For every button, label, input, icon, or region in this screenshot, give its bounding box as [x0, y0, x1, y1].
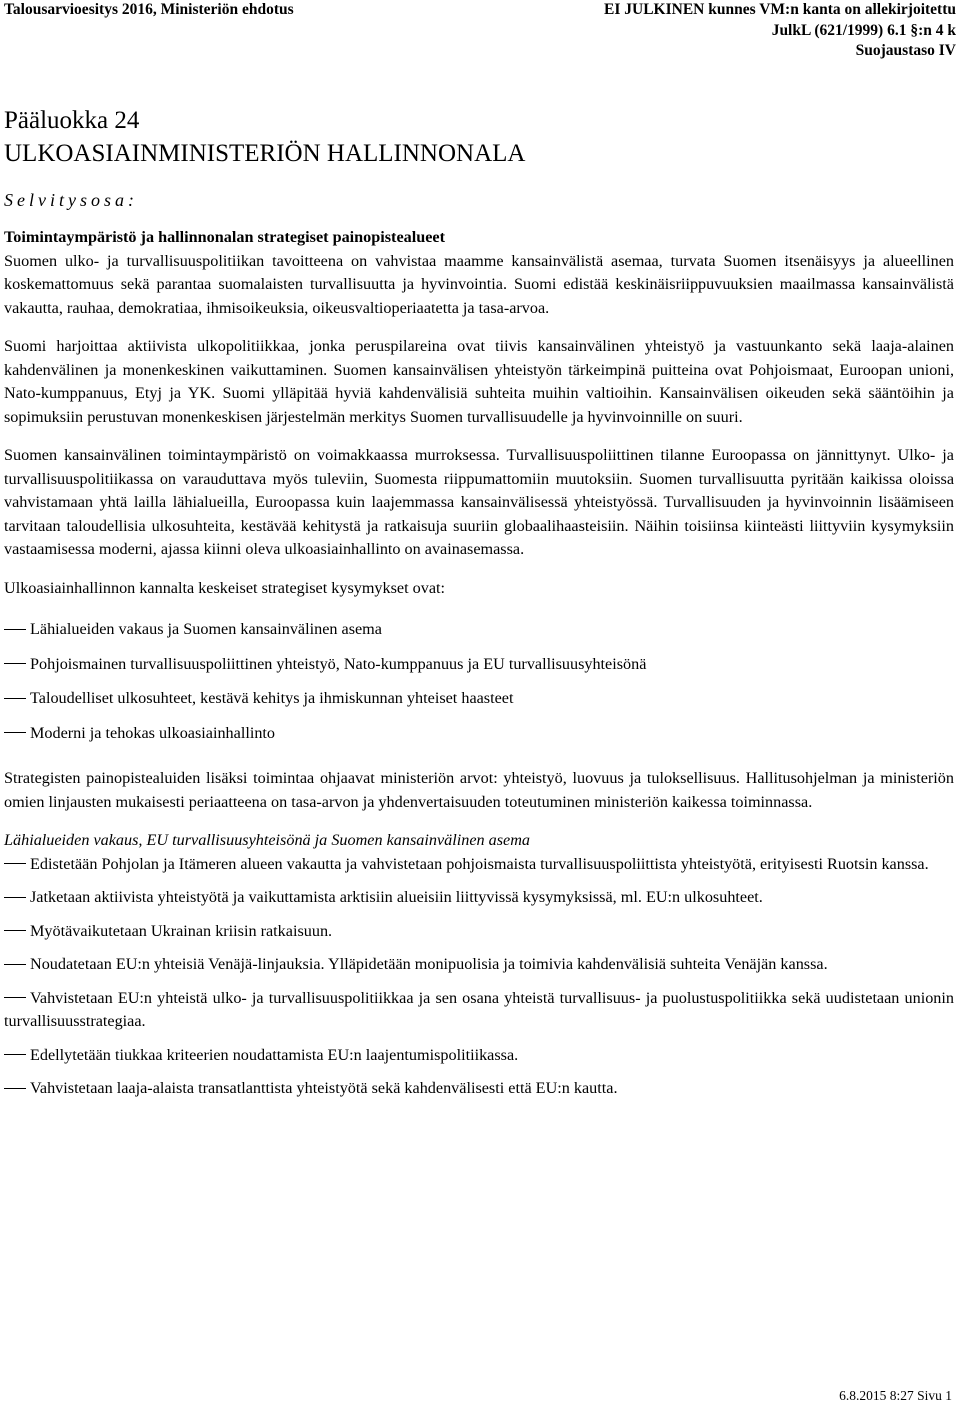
strategic-questions-list: [4, 618, 954, 745]
dash-bullet: [4, 1088, 26, 1089]
list-item: Vahvistetaan EU:n yhteistä ulko- ja turvallisuuspolitiikkaa ja sen osana yhteistä turvallisuus- ja puolustuspolitiikka sekä uudistetaan unionin turvallisuusstrategiaa.: [4, 988, 954, 1030]
dash-bullet: [4, 863, 26, 864]
title-main-class: Pääluokka 24: [4, 107, 140, 134]
dash-bullet: [4, 930, 26, 931]
document-body: [4, 226, 954, 1111]
list-item: Jatketaan aktiivista yhteistyötä ja vaikuttamista arktisiin alueisiin liittyvissä kysymyksissä, ml. EU:n ulkosuhteet.: [4, 886, 954, 910]
paragraph: Suomi harjoittaa aktiivista ulkopolitiikkaa, jonka peruspilareina ovat tiivis kansainvälinen yhteistyö ja vastuunkanto sekä laaja-alainen kahdenvälinen ja monenkeskinen vaikuttaminen. Suomen kansainvälisen yhteistyön tärkeimpinä puitteina ovat Pohjoismaat, Euroopan unioni, Nato-kumppanuus, Etyj ja YK. Suomi ylläpitää hyviä kahdenvälisiä suhteita muihin valtioihin. Kansainvälisen oikeuden sekä sääntöihin ja sopimuksiin perustuvan monenkeskisen järjestelmän merkitys Suomen turvallisuudelle ja hyvinvoinnille on suuri.: [4, 337, 954, 426]
dash-bullet: [4, 897, 26, 898]
header-right: [604, 0, 956, 62]
title-ministry: ULKOASIAINMINISTERIÖN HALLINNONALA: [4, 140, 526, 167]
dash-bullet: [4, 663, 26, 664]
list-item: Pohjoismainen turvallisuuspoliittinen yhteistyö, Nato-kumppanuus ja EU turvallisuusyhteisönä: [4, 653, 954, 677]
dash-bullet: [4, 629, 26, 630]
dash-bullet: [4, 1054, 26, 1055]
list-item: Myötävaikutetaan Ukrainan kriisin ratkaisuun.: [4, 920, 954, 944]
section-label: Selvitysosa:: [4, 190, 138, 210]
dash-bullet: [4, 732, 26, 733]
section-subheading: Toimintaympäristö ja hallinnonalan strategiset painopistealueet: [4, 228, 445, 246]
goals-heading: Lähialueiden vakaus, EU turvallisuusyhteisönä ja Suomen kansainvälinen asema: [4, 831, 531, 849]
header-right-line: Suojaustaso IV: [855, 42, 956, 59]
goals-list: [4, 853, 954, 1101]
list-item: Taloudelliset ulkosuhteet, kestävä kehitys ja ihmiskunnan yhteiset haasteet: [4, 687, 954, 711]
header-right-line: EI JULKINEN kunnes VM:n kanta on allekirjoitettu: [604, 1, 956, 18]
dash-bullet: [4, 698, 26, 699]
paragraph: Suomen kansainvälinen toimintaympäristö on voimakkaassa murroksessa. Turvallisuuspoliittinen tilanne Euroopassa on jännittynyt. Ulko- ja turvallisuuspolitiikassa on varauduttava myös tuleviin, Suomesta riippumattomiin muutoksiin. Suomen turvallisuutta pyritään kaikissa oloissa vahvistamaan yhtä lailla lähialueilla, Euroopassa kuin laajemmassa kansainvälisessä yhteistyössä. Turvallisuuden ja hyvinvoinnin lisäämiseen tarvitaan taloudellisia ulkosuhteita, kestävää kehitystä ja ratkaisuja suuriin globaalihaasteisiin. Näihin toisiinsa kiinteästi liittyviin kysymyksiin vastaamisessa moderni, ajassa kiinni oleva ulkoasiainhallinto on avainasemassa.: [4, 446, 954, 558]
page-footer: 6.8.2015 8:27 Sivu 1: [839, 1388, 952, 1403]
header-right-line: JulkL (621/1999) 6.1 §:n 4 k: [771, 21, 956, 39]
paragraph: Ulkoasiainhallinnon kannalta keskeiset strategiset kysymykset ovat:: [4, 578, 446, 597]
list-item: Vahvistetaan laaja-alaista transatlanttista yhteistyötä sekä kahdenvälisesti että EU:n kautta.: [4, 1077, 954, 1101]
list-item: Edistetään Pohjolan ja Itämeren alueen vakautta ja vahvistetaan pohjoismaista turvallisuuspoliittista yhteistyötä, erityisesti Ruotsin kanssa.: [4, 853, 954, 877]
paragraph: Suomen ulko- ja turvallisuuspolitiikan tavoitteena on vahvistaa maamme kansainvälistä asemaa, turvata Suomen itsenäisyys ja alueellinen koskemattomuus sekä parantaa suomalaisten turvallisuutta ja hyvinvointia. Suomi edistää keskinäisriippuvuuksien maailmassa kansainvälistä vakautta, rauhaa, demokratiaa, ihmisoikeuksia, oikeusvaltioperiaatetta ja tasa-arvoa.: [4, 251, 954, 317]
header-left: Talousarvioesitys 2016, Ministeriön ehdotus: [4, 1, 294, 18]
list-item: Edellytetään tiukkaa kriteerien noudattamista EU:n laajentumispolitiikassa.: [4, 1044, 954, 1068]
values-paragraph: Strategisten painopistealuiden lisäksi toimintaa ohjaavat ministeriön arvot: yhteistyö, luovuus ja tuloksellisuus. Hallitusohjelman ja ministeriön omien linjausten mukaisesti periaatteena on tasa-arvon ja yhdenvertaisuuden toteutuminen ministeriön kaikessa toiminnassa.: [4, 769, 954, 811]
list-item: Noudatetaan EU:n yhteisiä Venäjä-linjauksia. Ylläpidetään monipuolisia ja toimivia kahdenvälisiä suhteita Venäjän kanssa.: [4, 953, 954, 977]
list-item: Lähialueiden vakaus ja Suomen kansainvälinen asema: [4, 618, 954, 642]
title-block: [4, 104, 525, 170]
dash-bullet: [4, 964, 26, 965]
dash-bullet: [4, 997, 26, 998]
list-item: Moderni ja tehokas ulkoasiainhallinto: [4, 722, 954, 746]
